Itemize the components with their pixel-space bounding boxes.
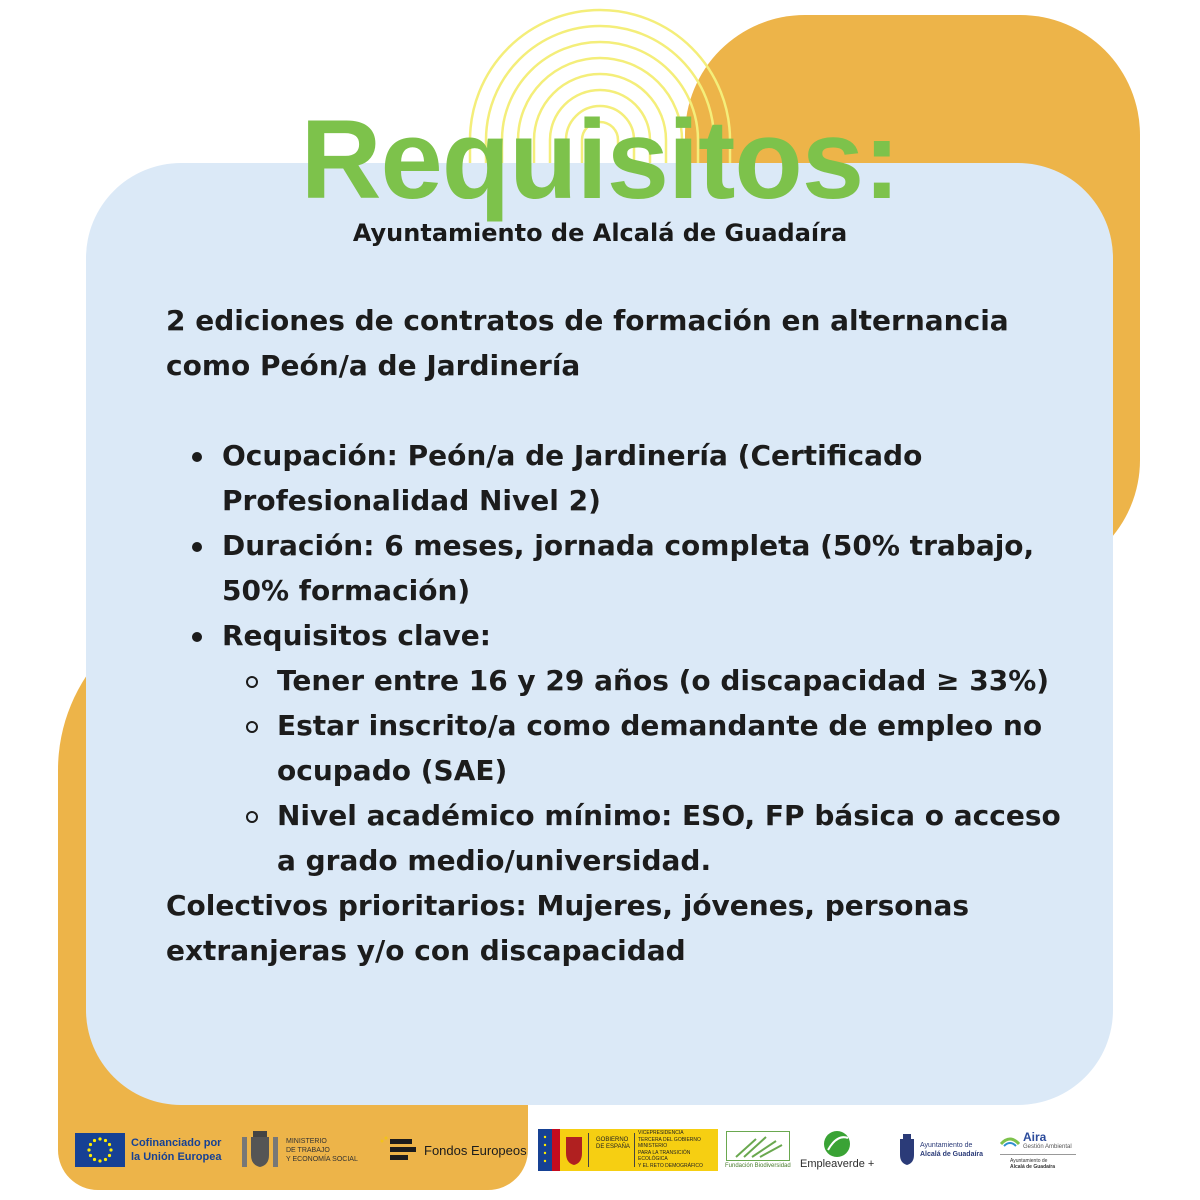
coat-of-arms-icon	[240, 1129, 280, 1171]
fondos-europeos-icon	[378, 1135, 420, 1165]
requirements-content	[166, 298, 1066, 973]
aira-sub: Gestión Ambiental	[1023, 1143, 1072, 1150]
grass-icon	[726, 1131, 790, 1161]
priority-groups-text: Colectivos prioritarios: Mujeres, jóvenes, personas extranjeras y/o con discapacidad	[166, 889, 970, 967]
gobierno-espana-logo	[538, 1120, 718, 1180]
fondos-label: Fondos Europeos	[424, 1142, 527, 1158]
subitem-edad: Tener entre 16 y 29 años (o discapacidad ≥ 33%)	[277, 658, 1066, 703]
gob-left2: DE ESPAÑA	[596, 1144, 630, 1150]
eu-line1: Cofinanciado por	[131, 1137, 222, 1149]
gob-r2: TERCERA DEL GOBIERNO	[638, 1136, 701, 1143]
mt-line1: MINISTERIO	[286, 1137, 327, 1145]
leaf-icon	[820, 1130, 854, 1158]
page-subtitle: Ayuntamiento de Alcalá de Guadaíra	[352, 219, 848, 247]
page-title: Requisitos:	[300, 97, 900, 222]
gob-left1: GOBIERNO	[596, 1137, 629, 1143]
mt-line3: Y ECONOMÍA SOCIAL	[286, 1155, 358, 1163]
ayto-line1: Ayuntamiento de	[920, 1142, 973, 1149]
city-shield-icon	[898, 1133, 916, 1167]
subitem-nivel-academico: Nivel académico mínimo: ESO, FP básica o acceso a grado medio/universidad.	[277, 793, 1066, 883]
eu-line2: la Unión Europea	[131, 1151, 222, 1163]
aira-name: Aira	[1023, 1129, 1047, 1144]
fondos-europeos-logo	[378, 1120, 527, 1180]
sponsor-logos-row	[0, 1120, 1200, 1180]
ministerio-trabajo-logo	[240, 1120, 358, 1180]
eu-flag-icon	[75, 1133, 125, 1167]
aira-wave-icon	[1000, 1134, 1020, 1148]
gob-r4: PARA LA TRANSICIÓN ECOLÓGICA	[638, 1149, 691, 1162]
eu-cofunded-logo	[75, 1120, 221, 1180]
subitem-inscripcion: Estar inscrito/a como demandante de empleo no ocupado (SAE)	[277, 703, 1066, 793]
empleaverde-logo	[800, 1120, 874, 1180]
key-requirements-sublist	[222, 658, 1066, 883]
ayto-line2: Alcalá de Guadaíra	[920, 1151, 984, 1158]
aira-line1: Ayuntamiento de	[1010, 1157, 1048, 1164]
intro-text: 2 ediciones de contratos de formación en alternancia como Peón/a de Jardinería	[166, 304, 1009, 382]
aira-logo	[1000, 1120, 1076, 1180]
fundacion-biodiversidad-logo	[725, 1120, 791, 1180]
gob-r3: MINISTERIO	[638, 1143, 668, 1149]
list-item-ocupacion: Ocupación: Peón/a de Jardinería (Certificado Profesionalidad Nivel 2)	[222, 433, 1066, 523]
requirements-list	[166, 433, 1066, 883]
mt-line2: DE TRABAJO	[286, 1146, 330, 1154]
list-item-duracion: Duración: 6 meses, jornada completa (50% trabajo, 50% formación)	[222, 523, 1066, 613]
list-item-requisitos	[222, 613, 1066, 883]
list-item-requisitos-label: Requisitos clave:	[222, 619, 491, 652]
aira-line2: Alcalá de Guadaíra	[1010, 1163, 1056, 1170]
gob-r5: Y EL RETO DEMOGRÁFICO	[638, 1162, 703, 1169]
ayuntamiento-logo	[898, 1120, 983, 1180]
biodiversidad-label: Fundación Biodiversidad	[725, 1163, 791, 1169]
empleaverde-label: Empleaverde +	[800, 1158, 875, 1170]
gob-r1: VICEPRESIDENCIA	[638, 1130, 684, 1136]
